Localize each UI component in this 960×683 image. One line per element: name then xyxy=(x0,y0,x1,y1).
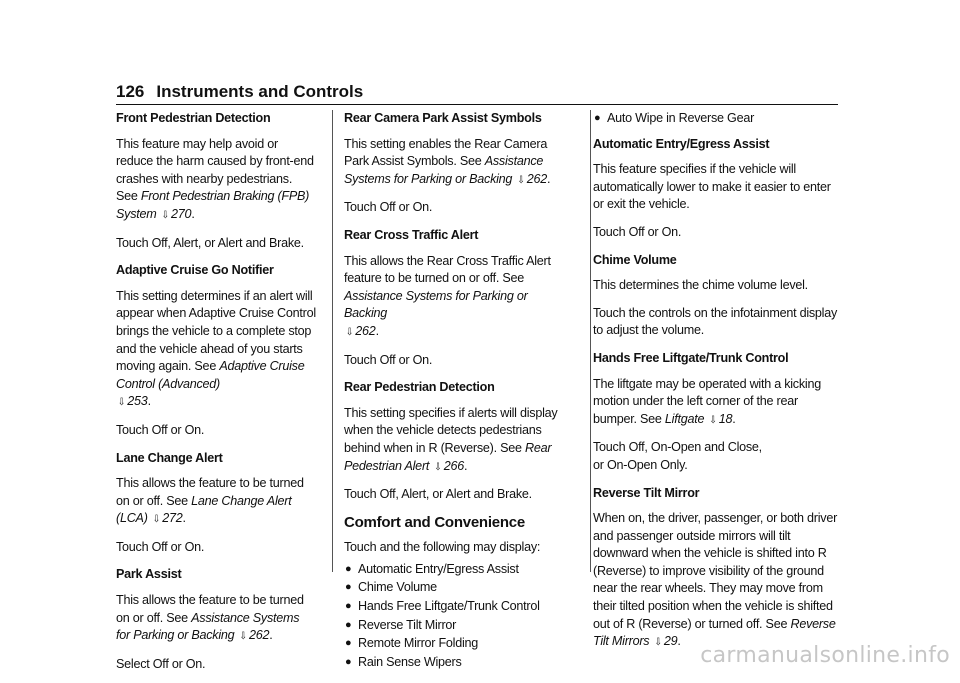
bullet-dot-icon: ● xyxy=(345,637,352,650)
cross-reference-link[interactable]: Adaptive Cruise Control (Advanced) xyxy=(116,359,305,391)
paragraph: This feature may help avoid or reduce the harm caused by front-end crashes with nearby pedestrians. See Front Pedestrian Braking (FPB) System ⇩ 270. xyxy=(116,136,314,221)
page-reference-arrow-icon: ⇩ xyxy=(517,174,525,186)
heading-rear-cross-traffic-alert: Rear Cross Traffic Alert xyxy=(344,227,479,242)
list-item: ● Remote Mirror Folding xyxy=(344,635,572,653)
page-reference[interactable]: 18 xyxy=(718,411,733,426)
heading-hands-free-liftgate-trunk-control: Hands Free Liftgate/Trunk Control xyxy=(593,350,789,365)
page-header xyxy=(116,82,838,105)
bullet-dot-icon: ● xyxy=(345,600,352,613)
cross-reference-link[interactable]: Assistance Systems for Parking or Backing xyxy=(344,154,544,186)
page-reference[interactable]: 262 xyxy=(526,171,547,186)
page-reference-arrow-icon: ⇩ xyxy=(239,631,247,643)
paragraph: This allows the feature to be turned on or off. See Assistance Systems for Parking or Backing ⇩ 262. xyxy=(116,593,304,643)
page-reference[interactable]: 266 xyxy=(443,458,464,473)
list-item: ● Hands Free Liftgate/Trunk Control xyxy=(344,598,572,616)
paragraph: This setting enables the Rear Camera Park Assist Symbols. See Assistance Systems for Parking or Backing ⇩ 262. xyxy=(344,136,551,186)
heading-automatic-entry-egress-assist: Automatic Entry/Egress Assist xyxy=(593,136,770,151)
options-text: Touch Off or On. xyxy=(116,422,205,437)
options-text: Touch Off, On-Open and Close, or On-Open Only. xyxy=(593,440,762,472)
cross-reference-link[interactable]: Assistance Systems for Parking or Backing xyxy=(116,610,300,643)
page-number: 126 xyxy=(116,82,145,101)
heading-chime-volume: Chime Volume xyxy=(593,252,677,267)
list-item: ● Chime Volume xyxy=(344,579,572,597)
chapter-title: Instruments and Controls xyxy=(156,82,364,101)
options-text: Touch Off or On. xyxy=(116,539,205,554)
page-reference[interactable]: 272 xyxy=(162,511,183,526)
page-reference[interactable]: 253 xyxy=(127,394,148,409)
column-1 xyxy=(116,110,316,683)
page-reference[interactable]: 29 xyxy=(663,634,678,649)
options-text: Touch Off, Alert, or Alert and Brake. xyxy=(116,235,304,250)
heading-front-pedestrian-detection: Front Pedestrian Detection xyxy=(116,111,271,125)
page-reference-arrow-icon: ⇩ xyxy=(161,209,170,221)
paragraph: This allows the feature to be turned on or off. See Lane Change Alert (LCA) ⇩ 272. xyxy=(116,476,304,526)
heading-rear-camera-park-assist-symbols: Rear Camera Park Assist Symbols xyxy=(344,111,542,125)
heading-adaptive-cruise-go-notifier: Adaptive Cruise Go Notifier xyxy=(116,263,274,278)
list-item: ● Automatic Entry/Egress Assist xyxy=(344,561,572,579)
options-text: Touch Off, Alert, or Alert and Brake. xyxy=(344,487,532,502)
page-reference-arrow-icon: ⇩ xyxy=(118,397,126,409)
cross-reference-link[interactable]: Assistance Systems for Parking or Backing xyxy=(344,288,528,321)
column-2 xyxy=(344,110,572,681)
section-title-comfort-and-convenience: Comfort and Convenience xyxy=(344,513,525,531)
page-reference-arrow-icon: ⇩ xyxy=(152,514,161,526)
paragraph: This determines the chime volume level. xyxy=(593,278,808,293)
column-divider-2 xyxy=(590,110,591,572)
bullet-dot-icon: ● xyxy=(345,618,352,631)
cross-reference-link[interactable]: Reverse Tilt Mirrors xyxy=(593,616,836,649)
bullet-dot-icon: ● xyxy=(345,655,352,668)
settings-list-continued xyxy=(593,110,838,128)
page-reference-arrow-icon: ⇩ xyxy=(434,461,442,473)
page-reference-arrow-icon: ⇩ xyxy=(709,414,717,426)
paragraph: This setting specifies if alerts will display when the vehicle detects pedestrians behind when in R (Reverse). See Rear Pedestrian Alert ⇩ 266. xyxy=(344,405,558,473)
paragraph: This allows the Rear Cross Traffic Alert feature to be turned on or off. See Assistance Systems for Parking or Backing ⇩ 262. xyxy=(344,253,551,338)
page-reference-arrow-icon: ⇩ xyxy=(654,637,662,649)
options-text: Touch Off or On. xyxy=(593,224,682,239)
cross-reference-link[interactable]: Front Pedestrian Braking (FPB) System xyxy=(116,189,310,221)
page-reference-arrow-icon: ⇩ xyxy=(346,326,354,338)
bullet-dot-icon: ● xyxy=(345,581,352,594)
bullet-dot-icon: ● xyxy=(345,562,352,575)
cross-reference-link[interactable]: Lane Change Alert (LCA) xyxy=(116,493,292,526)
section-intro: Touch and the following may display: xyxy=(344,540,541,555)
heading-rear-pedestrian-detection: Rear Pedestrian Detection xyxy=(344,380,495,395)
paragraph: This feature specifies if the vehicle will automatically lower to make it easier to enter or exit the vehicle. xyxy=(593,162,831,212)
cross-reference-link[interactable]: Liftgate xyxy=(664,411,705,426)
column-3 xyxy=(593,110,838,662)
bullet-dot-icon: ● xyxy=(594,112,601,124)
page-reference[interactable]: 262 xyxy=(248,628,270,643)
cross-reference-link[interactable]: Rear Pedestrian Alert xyxy=(344,440,552,473)
paragraph: This setting determines if an alert will appear when Adaptive Cruise Control brings the vehicle to a complete stop and the vehicle ahead of you starts moving again. See Adaptive Cruise Control (Advanced) ⇩ 253. xyxy=(116,288,316,409)
column-divider-1 xyxy=(332,110,333,572)
settings-list xyxy=(344,561,572,672)
heading-park-assist: Park Assist xyxy=(116,567,182,582)
paragraph: Touch the controls on the infotainment display to adjust the volume. xyxy=(593,305,838,338)
options-text: Touch Off or On. xyxy=(344,352,433,367)
heading-reverse-tilt-mirror: Reverse Tilt Mirror xyxy=(593,485,700,500)
heading-lane-change-alert: Lane Change Alert xyxy=(116,450,223,465)
options-text: Touch Off or On. xyxy=(344,200,433,215)
watermark: carmanualsonline.info xyxy=(700,643,950,668)
paragraph: When on, the driver, passenger, or both driver and passenger outside mirrors will tilt downward when the vehicle is shifted into R (Reverse) to improve visibility of the ground near the rear wheels. They may move from their tilted position when the vehicle is shifted out of R (Reverse) or turned off. See Reverse Tilt Mirrors ⇩ 29. xyxy=(593,511,838,649)
paragraph: The liftgate may be operated with a kicking motion under the left corner of the rear bumper. See Liftgate ⇩ 18. xyxy=(593,376,821,426)
page-reference[interactable]: 270 xyxy=(171,206,192,221)
options-text: Select Off or On. xyxy=(116,656,206,671)
page-reference[interactable]: 262 xyxy=(355,323,376,338)
list-item: ● Auto Wipe in Reverse Gear xyxy=(593,110,838,128)
list-item: ● Reverse Tilt Mirror xyxy=(344,617,572,635)
list-item: ● Rain Sense Wipers xyxy=(344,654,572,672)
